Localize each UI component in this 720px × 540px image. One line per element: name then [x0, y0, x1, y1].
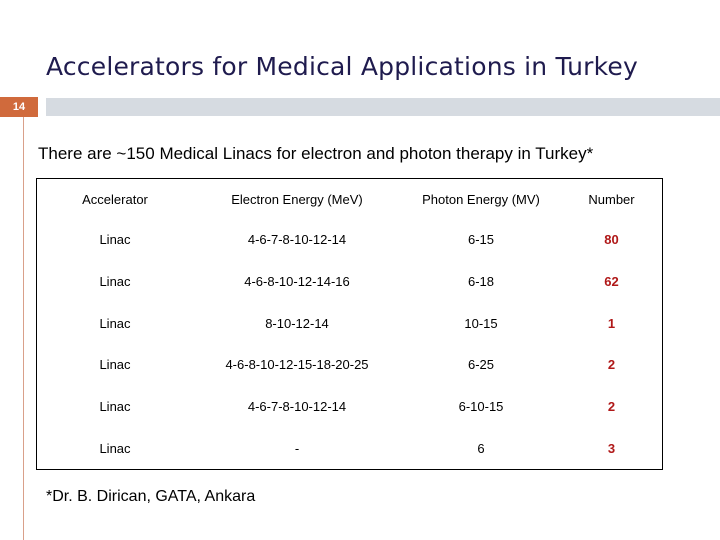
- table-row: [37, 261, 662, 303]
- cell-electron-energy: 4-6-7-8-10-12-14: [247, 232, 347, 248]
- cell-electron-energy: 4-6-8-10-12-15-18-20-25: [225, 357, 369, 373]
- accelerator-table: [36, 178, 663, 470]
- cell-number: 2: [607, 398, 616, 414]
- cell-electron-energy: 4-6-7-8-10-12-14: [247, 398, 347, 414]
- table-row: [37, 302, 662, 344]
- cell-number: 2: [607, 357, 616, 373]
- header-rule: [46, 98, 720, 116]
- table-row: [37, 219, 662, 261]
- intro-text: There are ~150 Medical Linacs for electron and photon therapy in Turkey*: [38, 144, 594, 163]
- cell-electron-energy: -: [294, 440, 300, 456]
- cell-accelerator: Linac: [99, 357, 131, 373]
- cell-electron-energy: 8-10-12-14: [265, 315, 329, 331]
- cell-photon-energy: 6-15: [467, 232, 495, 248]
- slide-title: Accelerators for Medical Applications in Turkey: [46, 52, 639, 81]
- header-electron-energy: Electron Energy (MeV): [231, 191, 363, 207]
- footnote: *Dr. B. Dirican, GATA, Ankara: [46, 488, 256, 505]
- cell-photon-energy: 10-15: [464, 315, 498, 331]
- header-photon-energy: Photon Energy (MV): [422, 191, 540, 207]
- cell-photon-energy: 6-25: [467, 357, 495, 373]
- cell-number: 80: [604, 232, 619, 248]
- header-accelerator: Accelerator: [82, 191, 148, 207]
- cell-accelerator: Linac: [99, 232, 131, 248]
- cell-accelerator: Linac: [99, 440, 131, 456]
- cell-number: 62: [604, 273, 619, 289]
- cell-number: 3: [607, 440, 616, 456]
- cell-electron-energy: 4-6-8-10-12-14-16: [244, 273, 350, 289]
- slide-number: 14: [0, 97, 38, 117]
- table-header-row: [37, 179, 662, 219]
- cell-accelerator: Linac: [99, 315, 131, 331]
- cell-photon-energy: 6-18: [467, 273, 495, 289]
- cell-photon-energy: 6-10-15: [458, 398, 504, 414]
- table-row: [37, 344, 662, 386]
- table-row: [37, 427, 662, 469]
- header-number: Number: [588, 191, 635, 207]
- cell-accelerator: Linac: [99, 273, 131, 289]
- table-row: [37, 386, 662, 428]
- side-line: [23, 117, 24, 540]
- cell-accelerator: Linac: [99, 398, 131, 414]
- cell-number: 1: [607, 315, 616, 331]
- cell-photon-energy: 6: [477, 440, 485, 456]
